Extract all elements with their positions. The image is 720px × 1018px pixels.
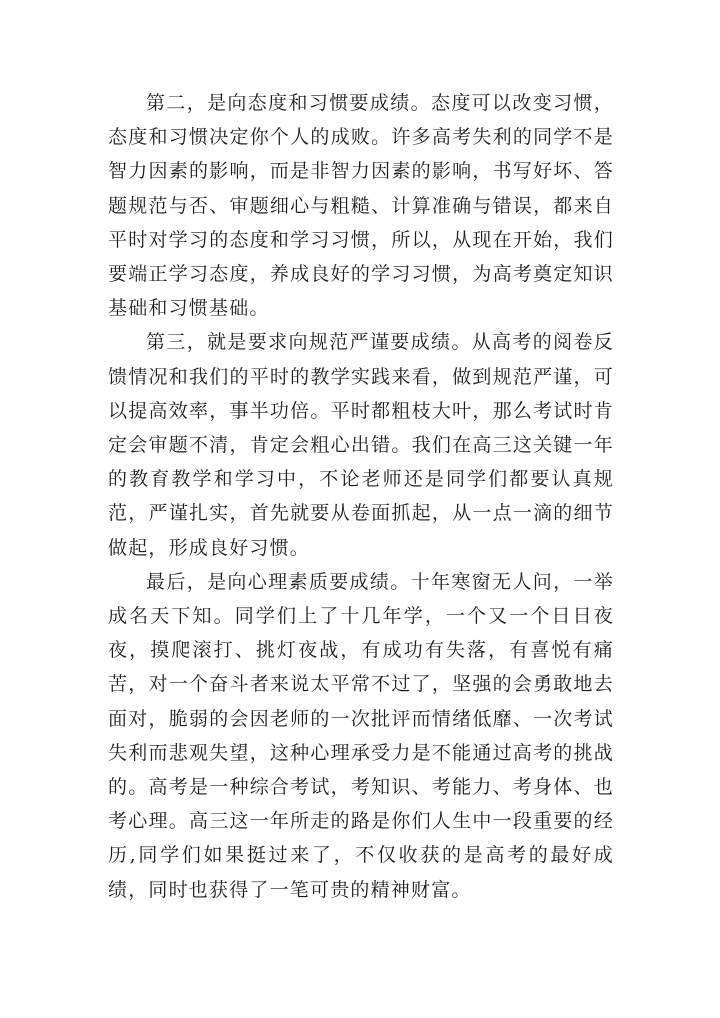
paragraph-attitude-habits: 第二，是向态度和习惯要成绩。态度可以改变习惯，态度和习惯决定你个人的成败。许多高考失利的同学不是智力因素的影响，而是非智力因素的影响，书写好坏、答题规范与否、审题细心与粗糙、计算准确与错误，都来自平时对学习的态度和学习习惯，所以，从现在开始，我们要端正学习态度，养成良好的学习习惯，为高考奠定知识基础和习惯基础。 (108, 92, 614, 320)
paragraph-psychological-quality: 最后，是向心理素质要成绩。十年寒窗无人问，一举成名天下知。同学们上了十几年学，一个又一个日日夜夜，摸爬滚打、挑灯夜战，有成功有失落，有喜悦有痛苦，对一个奋斗者来说太平常不过了，坚强的会勇敢地去面对，脆弱的会因老师的一次批评而情绪低靡、一次考试失利而悲观失望，这种心理承受力是不能通过高考的挑战的。高考是一种综合考试，考知识、考能力、考身体、也考心理。高三这一年所走的路是你们人生中一段重要的经历,同学们如果挺过来了，不仅收获的是高考的最好成绩，同时也获得了一笔可贵的精神财富。 (108, 570, 614, 901)
paragraph-standards-rigor: 第三，就是要求向规范严谨要成绩。从高考的阅卷反馈情况和我们的平时的教学实践来看，做到规范严谨，可以提高效率，事半功倍。平时都粗枝大叶，那么考试时肯定会审题不清，肯定会粗心出错。我们在高三这关键一年的教育教学和学习中，不论老师还是同学们都要认真规范，严谨扎实，首先就要从卷面抓起，从一点一滴的细节做起，形成良好习惯。 (108, 331, 614, 559)
document-body (108, 86, 614, 907)
